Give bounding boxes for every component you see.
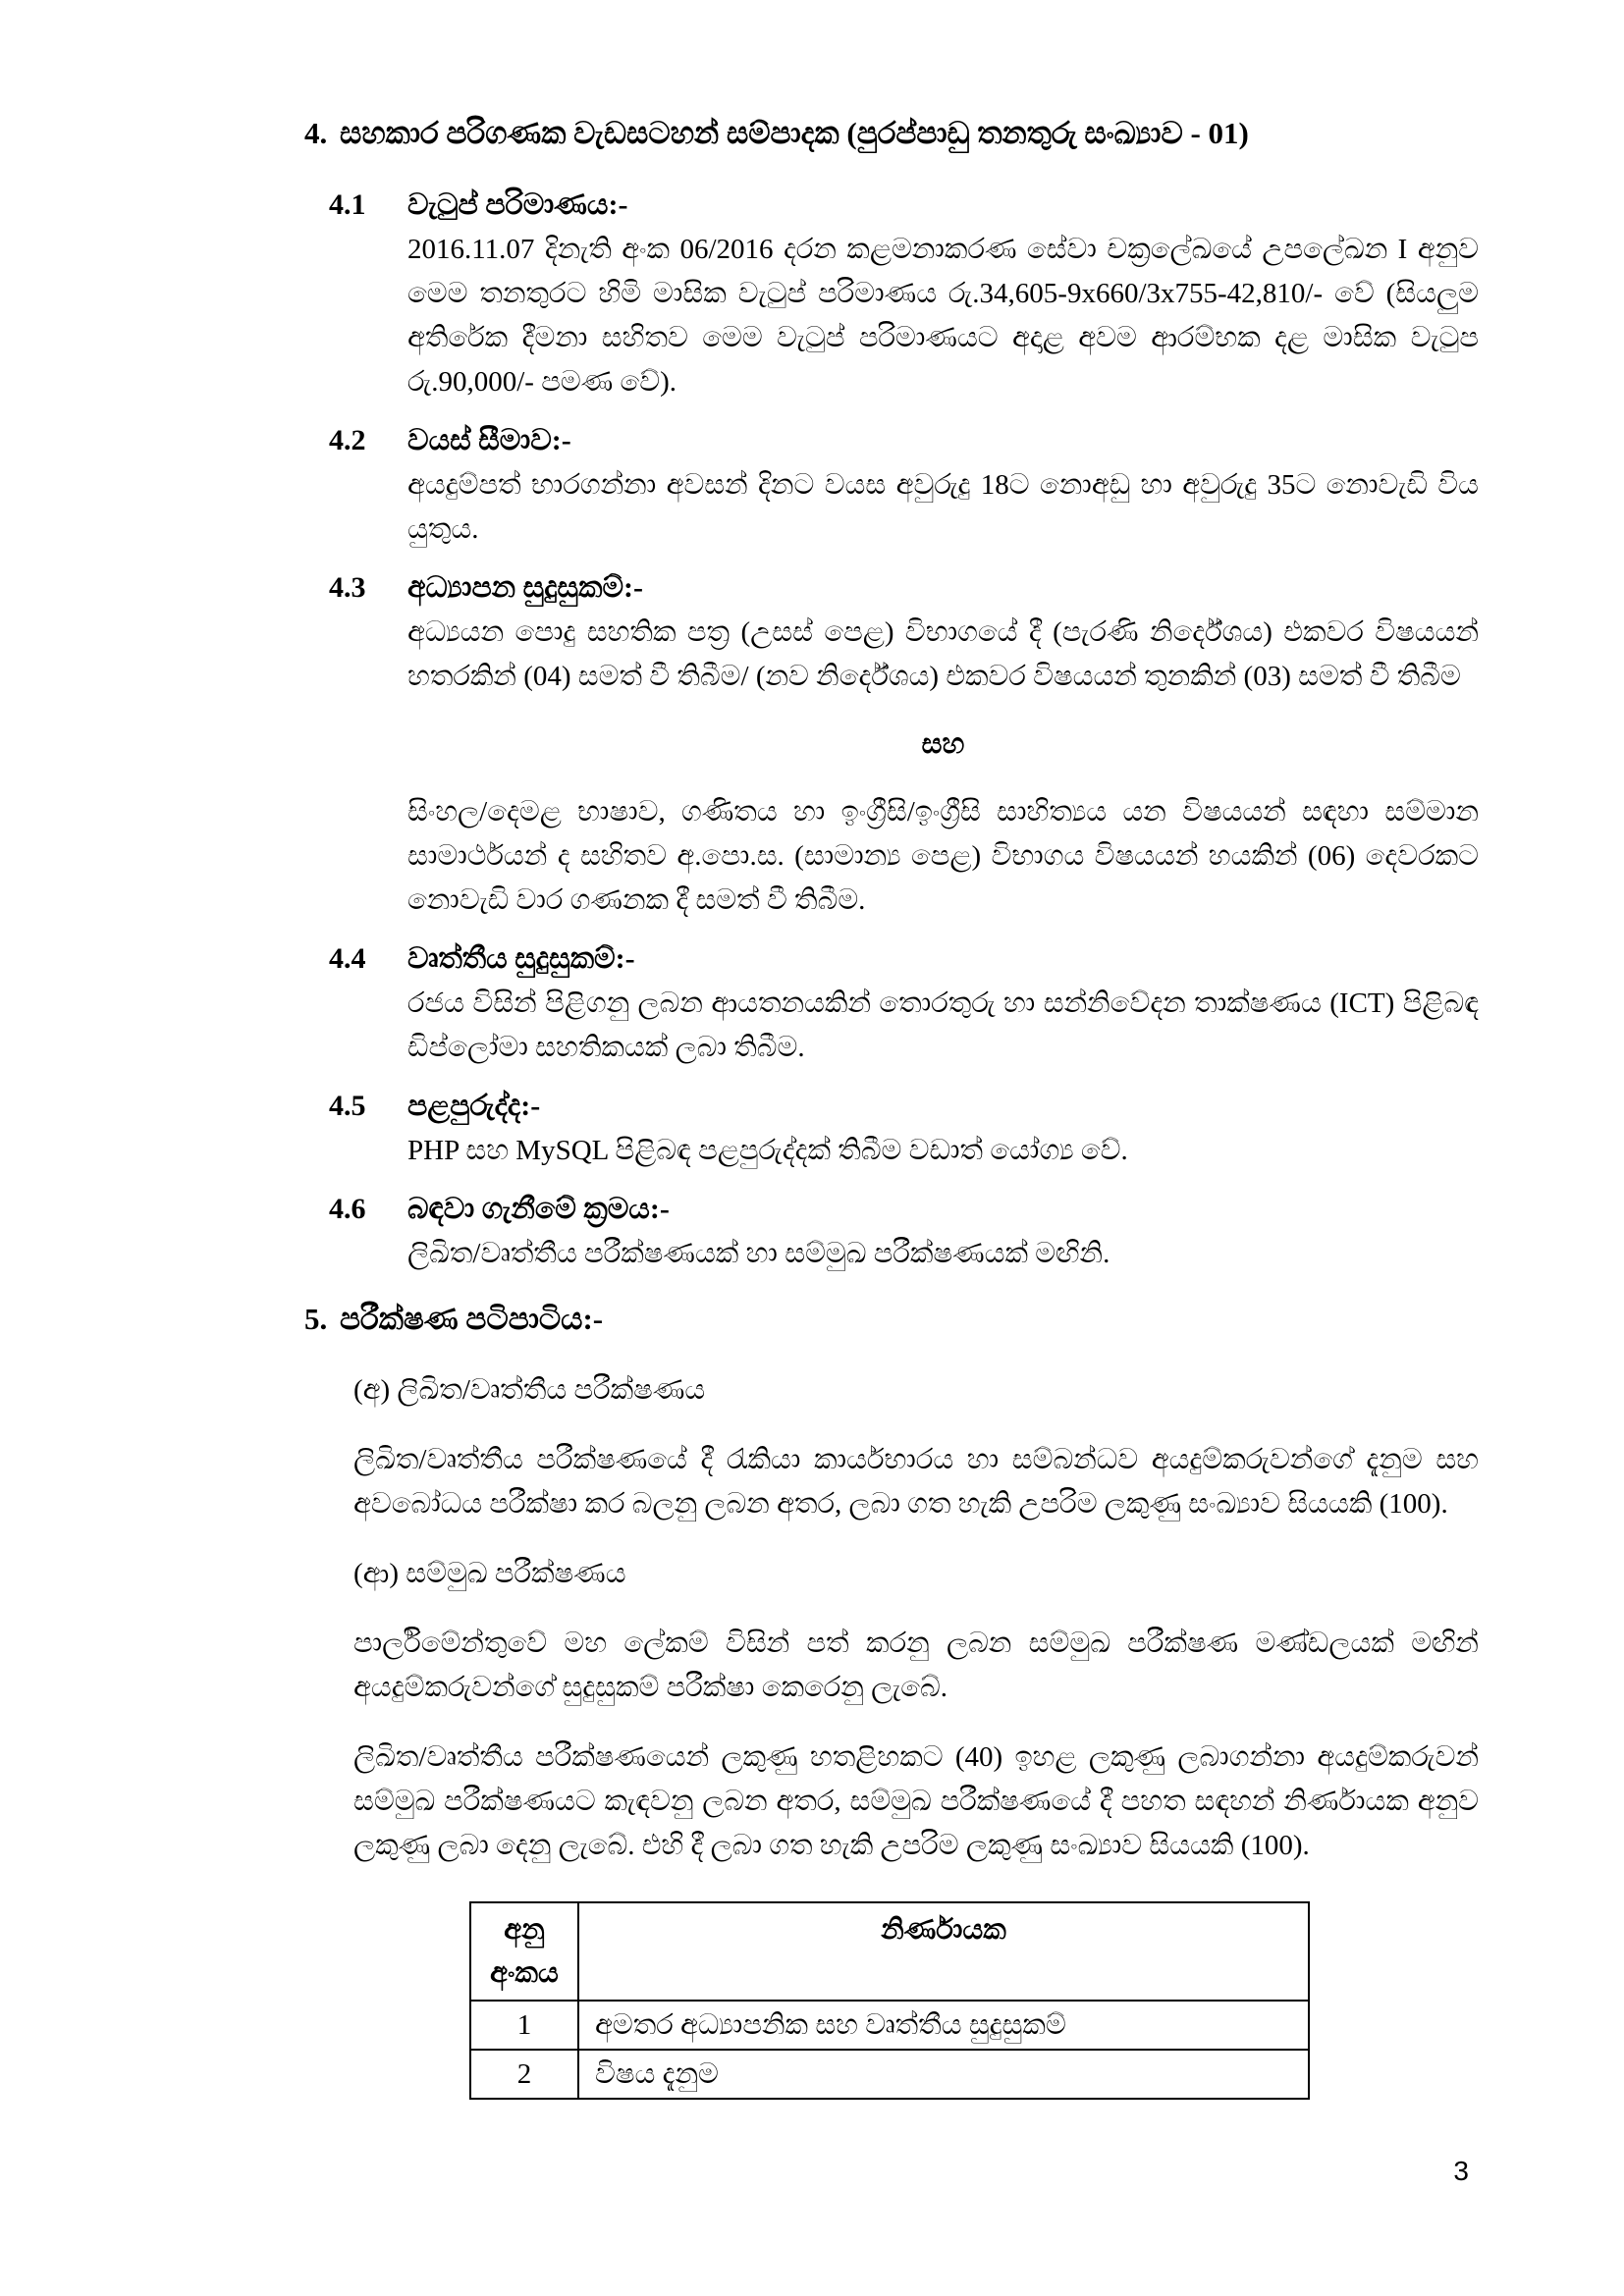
section-4-number: 4. xyxy=(304,116,328,150)
subsection-4-3-number: 4.3 xyxy=(329,571,366,604)
row-2-number: 2 xyxy=(470,2050,578,2099)
section-5 xyxy=(304,1296,1479,2100)
subsection-4-5 xyxy=(304,1084,1479,1173)
row-2-criteria: විෂය දැනුම xyxy=(578,2050,1309,2099)
subsection-4-1-body: 2016.11.07 දිනැති අංක 06/2016 දරන කළමනාකරණ සේවා චක්‍රලේඛයේ උපලේඛන I අනුව මෙම තනතුරට හිමි මාසික වැටුප් පරිමාණය රු.34,605-9x660/3x755-42,810/- වේ (සියලුම අතිරේක දීමනා සහිතව මෙම වැටුප් පරිමාණයට අදාළ අවම ආරම්භක දළ මාසික වැටුප රු.90,000/- පමණ වේ). xyxy=(407,234,1479,398)
document-content xyxy=(304,110,1479,2100)
subsection-4-1-number: 4.1 xyxy=(329,188,366,221)
subsection-4-2 xyxy=(304,418,1479,552)
table-row xyxy=(470,2050,1309,2099)
subsection-4-2-body: අයදුම්පත් භාරගන්නා අවසන් දිනට වයස අවුරුදු 18ට නොඅඩු හා අවුරුදු 35ට නොවැඩි විය යුතුය. xyxy=(407,469,1479,545)
subsection-4-4-title: වෘත්තීය සුදුසුකම්:- xyxy=(407,942,635,975)
subsection-4-1-title: වැටුප් පරිමාණය:- xyxy=(407,188,628,221)
subsection-4-4 xyxy=(304,936,1479,1070)
section-5-title: පරීක්ෂණ පටිපාටිය:- xyxy=(340,1302,604,1336)
subsection-4-6 xyxy=(304,1187,1479,1276)
subsection-4-6-heading xyxy=(329,1187,1479,1232)
section-5-heading xyxy=(304,1296,1479,1343)
subsection-4-3 xyxy=(304,565,1479,923)
subsection-4-3-connector: සහ xyxy=(921,728,965,760)
criteria-table-header-row xyxy=(470,1902,1309,2001)
subsection-4-6-title: බඳවා ගැනීමේ ක්‍රමය:- xyxy=(407,1193,670,1225)
section-5-number: 5. xyxy=(304,1302,328,1336)
item-a-label: (අ) ලිඛිත/වෘත්තීය පරීක්ෂණය xyxy=(353,1374,706,1406)
subsection-4-5-heading xyxy=(329,1084,1479,1129)
item-b-body: පාර්ලිමේන්තුවේ මහ ලේකම් විසින් පත් කරනු ලබන සම්මුඛ පරීක්ෂණ මණ්ඩලයක් මඟින් අයදුම්කරුවන්ගේ සුදුසුකම් පරීක්ෂා කෙරෙනු ලැබේ. xyxy=(353,1628,1479,1703)
section-4-title: සහකාර පරිගණක වැඩසටහන් සම්පාදක (පුරප්පාඩු තනතුරු සංඛ්‍යාව - 01) xyxy=(340,116,1249,150)
section-4-heading xyxy=(304,110,1479,157)
subsection-4-6-number: 4.6 xyxy=(329,1193,366,1225)
subsection-4-5-number: 4.5 xyxy=(329,1090,366,1122)
subsection-4-3-title: අධ්‍යාපන සුදුසුකම්:- xyxy=(407,571,644,604)
subsection-4-4-number: 4.4 xyxy=(329,942,366,975)
subsection-4-1 xyxy=(304,183,1479,404)
item-a-body: ලිඛිත/වෘත්තීය පරීක්ෂණයේ දී රැකියා කාර්යභාරය හා සම්බන්ධව අයදුම්කරුවන්ගේ දැනුම සහ අවබෝධය පරීක්ෂා කර බලනු ලබන අතර, ලබා ගත හැකි උපරිම ලකුණු සංඛ්‍යාව සියයකි (100). xyxy=(353,1444,1479,1520)
criteria-table-header-criteria: නිර්ණායක xyxy=(578,1902,1309,2001)
subsection-4-2-heading xyxy=(329,418,1479,463)
subsection-4-6-body: ලිඛිත/වෘත්තීය පරීක්ෂණයක් හා සම්මුඛ පරීක්ෂණයක් මඟිනි. xyxy=(407,1238,1110,1269)
criteria-table xyxy=(469,1901,1310,2100)
subsection-4-2-number: 4.2 xyxy=(329,424,366,456)
item-b-label: (ආ) සම්මුඛ පරීක්ෂණය xyxy=(353,1558,626,1589)
table-row xyxy=(470,2001,1309,2050)
subsection-4-1-heading xyxy=(329,183,1479,228)
section-4 xyxy=(304,110,1479,1276)
subsection-4-2-title: වයස් සීමාව:- xyxy=(407,424,571,456)
row-1-number: 1 xyxy=(470,2001,578,2050)
subsection-4-5-body: PHP සහ MySQL පිළිබඳ පළපුරුද්දක් තිබීම වඩාත් යෝග්‍ය වේ. xyxy=(407,1135,1128,1166)
subsection-4-3-body: අධ්‍යයන පොදු සහතික පත්‍ර (උසස් පෙළ) විභාගයේ දී (පැරණි නිර්දේශය) එකවර විෂයයන් හතරකින් (04) සමත් වී තිබීම/ (නව නිර්දේශය) එකවර විෂයයන් තුනකින් (03) සමත් වී තිබීම xyxy=(407,616,1479,692)
subsection-4-5-title: පළපුරුද්ද:- xyxy=(407,1090,541,1122)
section-5-final-paragraph: ලිඛිත/වෘත්තීය පරීක්ෂණයෙන් ලකුණු හතළිහකට (40) ඉහළ ලකුණු ලබාගන්නා අයදුම්කරුවන් සම්මුඛ පරීක්ෂණයට කැඳවනු ලබන අතර, සම්මුඛ පරීක්ෂණයේ දී පහත සඳහන් නිර්ණායක අනුව ලකුණු ලබා දෙනු ලැබේ. එහි දී ලබා ගත හැකි උපරිම ලකුණු සංඛ්‍යාව සියයකි (100). xyxy=(353,1741,1479,1861)
subsection-4-3-body2: සිංහල/දෙමළ භාෂාව, ගණිතය හා ඉංග්‍රීසි/ඉංග්‍රීසි සාහිත්‍යය යන විෂයයන් සඳහා සම්මාන සාමාර්ථයන් ද සහිතව අ.පො.ස. (සාමාන්‍ය පෙළ) විභාගය විෂයයන් හයකින් (06) දෙවරකට නොවැඩි වාර ගණනක දී සමත් වී තිබීම. xyxy=(407,796,1479,916)
row-1-criteria: අමතර අධ්‍යාපනික සහ වෘත්තීය සුදුසුකම් xyxy=(578,2001,1309,2050)
page-number: 3 xyxy=(1453,2156,1469,2186)
subsection-4-4-body: රජය විසින් පිළිගනු ලබන ආයතනයකින් තොරතුරු හා සන්නිවේදන තාක්ෂණය (ICT) පිළිබඳ ඩිප්ලෝමා සහතිකයක් ලබා තිබීම. xyxy=(407,988,1479,1063)
subsection-4-3-heading xyxy=(329,565,1479,611)
subsection-4-4-heading xyxy=(329,936,1479,982)
criteria-table-header-serial: අනු අංකය xyxy=(470,1902,578,2001)
